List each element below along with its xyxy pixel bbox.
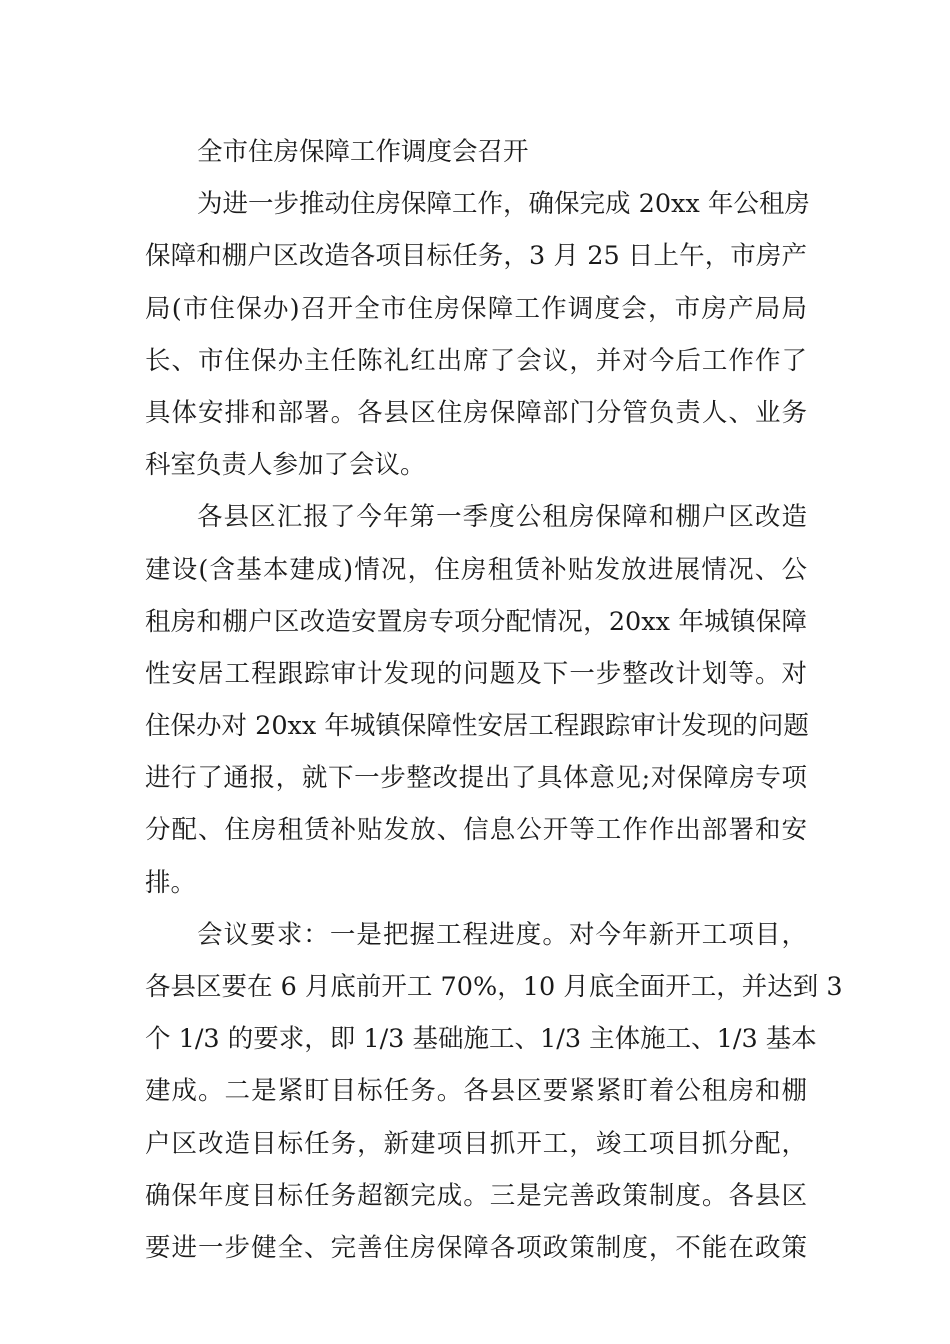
document-body: [145, 126, 843, 1274]
document-title: 全市住房保障工作调度会召开: [197, 137, 529, 167]
paragraph-line: 分配、住房租赁补贴发放、信息公开等工作作出部署和安: [145, 815, 807, 846]
paragraph-line: 具体安排和部署。各县区住房保障部门分管负责人、业务: [145, 397, 807, 428]
paragraph-line: 局(市住保办)召开全市住房保障工作调度会，市房产局局: [145, 293, 807, 324]
paragraph-line: 长、市住保办主任陈礼红出席了会议，并对今后工作作了: [145, 345, 807, 376]
paragraph-line: 会议要求：一是把握工程进度。对今年新开工项目，: [197, 919, 807, 950]
paragraph-1: [145, 178, 810, 491]
paragraph-line: 住保办对 20xx 年城镇保障性安居工程跟踪审计发现的问题: [145, 711, 809, 742]
paragraph-line: 户区改造目标任务，新建项目抓开工，竣工项目抓分配，: [145, 1128, 807, 1159]
paragraph-line: 性安居工程跟踪审计发现的问题及下一步整改计划等。对: [145, 658, 807, 689]
paragraph-line: 要进一步健全、完善住房保障各项政策制度，不能在政策: [145, 1232, 807, 1263]
paragraph-line: 租房和棚户区改造安置房专项分配情况，20xx 年城镇保障: [145, 606, 807, 637]
paragraph-line: 为进一步推动住房保障工作，确保完成 20xx 年公租房: [197, 189, 810, 220]
paragraph-3: [145, 909, 843, 1274]
paragraph-line: 排。: [145, 867, 197, 898]
paragraph-2: [145, 491, 807, 909]
paragraph-line: 确保年度目标任务超额完成。三是完善政策制度。各县区: [145, 1180, 807, 1211]
paragraph-line: 科室负责人参加了会议。: [145, 450, 426, 481]
paragraph-line: 进行了通报，就下一步整改提出了具体意见;对保障房专项: [145, 763, 807, 794]
paragraph-line: 保障和棚户区改造各项目标任务，3 月 25 日上午，市房产: [145, 241, 807, 272]
paragraph-line: 各县区要在 6 月底前开工 70%，10 月底全面开工，并达到 3: [145, 972, 843, 1002]
paragraph-line: 个 1/3 的要求，即 1/3 基础施工、1/3 主体施工、1/3 基本: [145, 1024, 817, 1055]
paragraph-line: 建成。二是紧盯目标任务。各县区要紧紧盯着公租房和棚: [145, 1076, 807, 1107]
paragraph-line: 各县区汇报了今年第一季度公租房保障和棚户区改造: [197, 502, 807, 533]
paragraph-line: 建设(含基本建成)情况，住房租赁补贴发放进展情况、公: [145, 554, 807, 585]
